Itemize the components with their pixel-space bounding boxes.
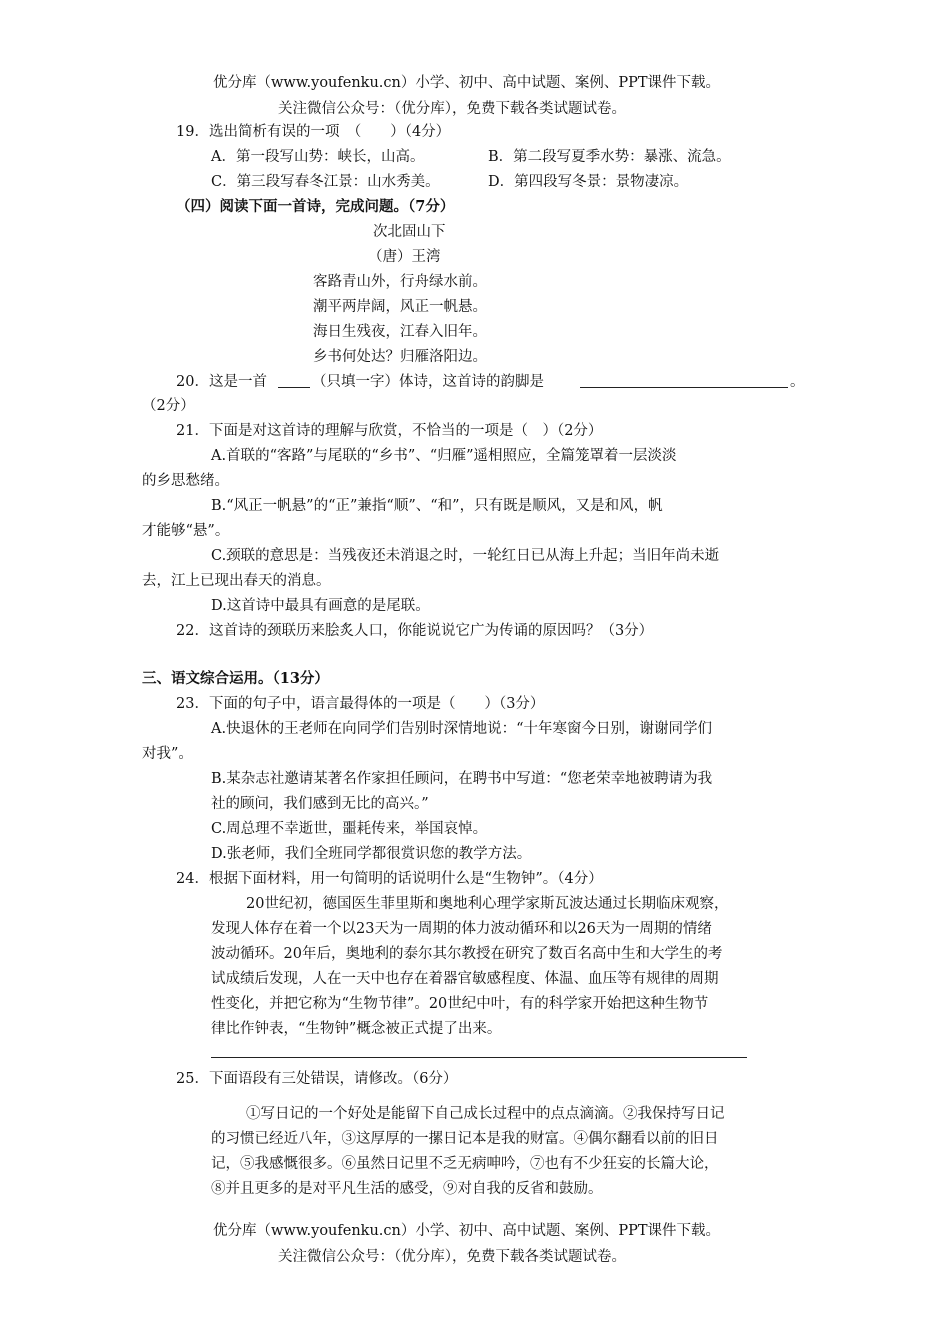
q25-passage-line-4: ⑧并且更多的是对平凡生活的感受，⑨对自我的反省和鼓励。 xyxy=(211,1181,603,1197)
q21-option-b-line-1: B.“风正一帆悬”的“正”兼指“顺”、“和”，只有既是顺风，又是和风，帆 xyxy=(211,498,663,514)
footer-line-2: 关注微信公众号：（优分库），免费下载各类试题试卷。 xyxy=(278,1249,626,1265)
poem-line-4: 乡书何处达？归雁洛阳边。 xyxy=(313,349,487,365)
q21-stem: 21．下面是对这首诗的理解与欣赏，不恰当的一项是（ ）（2分） xyxy=(176,423,603,439)
q21-option-a-line-2: 的乡思愁绪。 xyxy=(142,473,229,489)
poem-line-3: 海日生残夜，江春入旧年。 xyxy=(313,324,487,340)
section-3-heading: 三、语文综合运用。（13分） xyxy=(142,670,329,687)
q24-passage-line-4: 试成绩后发现，人在一天中也存在着器官敏感程度、体温、血压等有规律的周期 xyxy=(211,971,719,987)
poem-line-1: 客路青山外，行舟绿水前。 xyxy=(313,274,487,290)
header-line-1: 优分库（www.youfenku.cn）小学、初中、高中试题、案例、PPT课件下载。 xyxy=(213,75,721,91)
q23-option-d: D.张老师，我们全班同学都很赏识您的教学方法。 xyxy=(211,846,532,862)
q21-option-c-line-2: 去，江上已现出春天的消息。 xyxy=(142,573,331,589)
q24-passage-line-6: 律比作钟表，“生物钟”概念被正式提了出来。 xyxy=(211,1021,502,1037)
q19-option-c: C．第三段写春冬江景：山水秀美。 xyxy=(211,174,440,190)
q23-stem: 23．下面的句子中，语言最得体的一项是（ ）（3分） xyxy=(176,696,545,712)
poem-author: （唐）王湾 xyxy=(368,249,441,265)
q20-stem-start: 20．这是一首 xyxy=(176,374,267,390)
q20-blank-1 xyxy=(278,387,310,388)
q24-passage-line-1: 20世纪初，德国医生菲里斯和奥地利心理学家斯瓦波达通过长期临床观察， xyxy=(246,896,729,912)
q21-option-d: D.这首诗中最具有画意的是尾联。 xyxy=(211,598,430,614)
q23-option-b-line-1: B.某杂志社邀请某著名作家担任顾问，在聘书中写道：“您老荣幸地被聘请为我 xyxy=(211,771,713,787)
q25-passage-line-3: 记，⑤我感慨很多。⑥虽然日记里不乏无病呻吟，⑦也有不少狂妄的长篇大论， xyxy=(211,1156,719,1172)
footer-line-1: 优分库（www.youfenku.cn）小学、初中、高中试题、案例、PPT课件下载。 xyxy=(213,1223,721,1239)
q21-option-b-line-2: 才能够“悬”。 xyxy=(142,523,230,539)
q23-option-a-line-1: A.快退休的王老师在向同学们告别时深情地说：“十年寒窗今日别，谢谢同学们 xyxy=(211,721,712,737)
poem-title: 次北固山下 xyxy=(373,224,446,240)
q25-passage-line-2: 的习惯已经近八年，③这厚厚的一摞日记本是我的财富。④偶尔翻看以前的旧日 xyxy=(211,1131,719,1147)
q24-answer-line xyxy=(211,1057,747,1058)
q19-stem: 19．选出简析有误的一项 （ ）（4分） xyxy=(176,124,451,140)
q19-option-a: A．第一段写山势：峡长，山高。 xyxy=(211,149,425,165)
q19-option-b: B．第二段写夏季水势：暴涨、流急。 xyxy=(488,149,731,165)
q23-option-c: C.周总理不幸逝世，噩耗传来，举国哀悼。 xyxy=(211,821,488,837)
q20-blank-2 xyxy=(580,387,788,388)
q24-passage-line-5: 性变化，并把它称为“生物节律”。20世纪中叶，有的科学家开始把这种生物节 xyxy=(211,996,709,1012)
header-line-2: 关注微信公众号：（优分库），免费下载各类试题试卷。 xyxy=(278,101,626,117)
q21-option-c-line-1: C.颈联的意思是：当残夜还未消退之时，一轮红日已从海上升起；当旧年尚未逝 xyxy=(211,548,720,564)
q24-passage-line-2: 发现人体存在着一个以23天为一周期的体力波动循环和以26天为一周期的情绪 xyxy=(211,921,712,937)
section-4-heading: （四）阅读下面一首诗，完成问题。（7分） xyxy=(176,198,455,215)
q23-option-a-line-2: 对我”。 xyxy=(142,746,193,762)
q20-stem-end: 。 xyxy=(790,374,805,390)
q20-stem-middle: （只填一字）体诗，这首诗的韵脚是 xyxy=(312,374,544,390)
q25-passage-line-1: ①写日记的一个好处是能留下自己成长过程中的点点滴滴。②我保持写日记 xyxy=(246,1106,725,1122)
q19-option-d: D．第四段写冬景：景物凄凉。 xyxy=(488,174,689,190)
q22-stem: 22．这首诗的颈联历来脍炙人口，你能说说它广为传诵的原因吗？（3分） xyxy=(176,623,654,639)
q20-score: （2分） xyxy=(142,398,195,414)
q21-option-a-line-1: A.首联的“客路”与尾联的“乡书”、“归雁”遥相照应，全篇笼罩着一层淡淡 xyxy=(211,448,677,464)
q24-stem: 24．根据下面材料，用一句简明的话说明什么是“生物钟”。（4分） xyxy=(176,871,603,887)
q23-option-b-line-2: 社的顾问，我们感到无比的高兴。” xyxy=(211,796,429,812)
poem-line-2: 潮平两岸阔，风正一帆悬。 xyxy=(313,299,487,315)
q24-passage-line-3: 波动循环。20年后，奥地利的泰尔其尔教授在研究了数百名高中生和大学生的考 xyxy=(211,946,723,962)
q25-stem: 25．下面语段有三处错误，请修改。（6分） xyxy=(176,1071,458,1087)
